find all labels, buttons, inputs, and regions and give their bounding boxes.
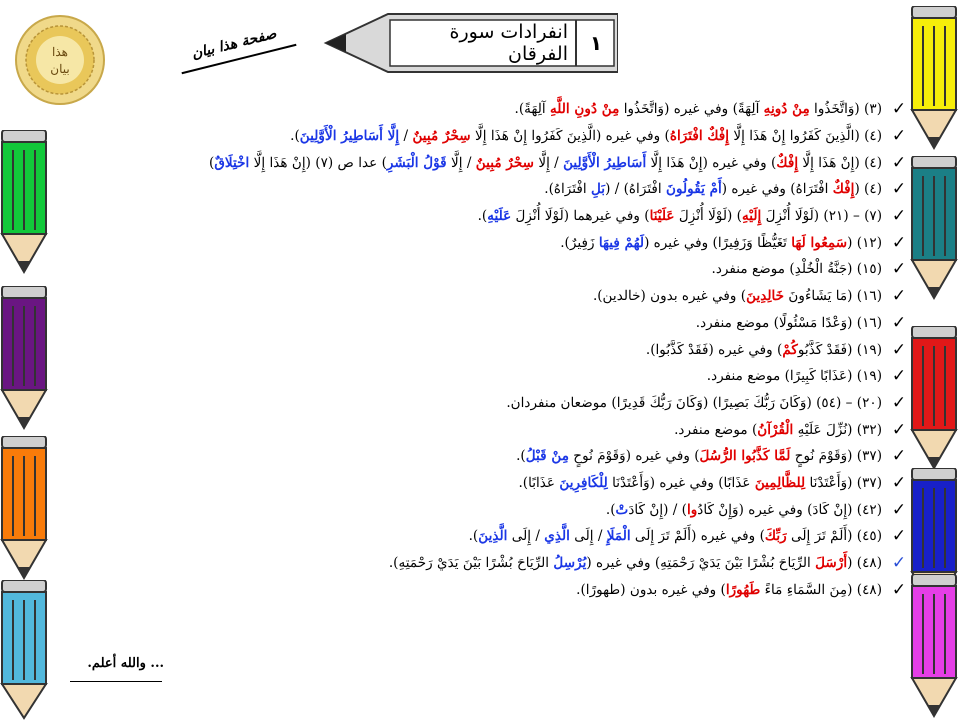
check-icon: ✓ — [891, 392, 907, 413]
highlight-red: عَلَيْنَا — [649, 208, 675, 225]
pencil-magenta — [910, 574, 958, 720]
text-segment: (٤) (إِنْ هَذَا إِلَّا — [798, 154, 882, 171]
text-segment: ) وفي غيره بدون (طهورًا). — [576, 581, 726, 598]
highlight-blue: يُرْسِلُ — [553, 555, 587, 572]
text-segment: (١٩) (فَقَدْ كَذَّبُو — [797, 341, 882, 358]
entries-list — [64, 96, 910, 603]
text-segment: (٢٠) – (٥٤) (وَكَانَ رَبُّكَ بَصِيرًا) (وَكَانَ رَبُّكَ قَدِيرًا) موضعان منفردان. — [506, 394, 882, 411]
pencil-green — [0, 130, 48, 276]
highlight-blue: تْ — [615, 501, 629, 518]
highlight-red: رَبِّكَ — [764, 528, 787, 545]
text-segment: (١٥) (جَنَّةُ الْخُلْدِ) موضع منفرد. — [711, 261, 882, 278]
pencil-purple — [0, 286, 48, 432]
text-segment: / — [399, 128, 413, 145]
text-segment: / إِلَى — [507, 528, 545, 545]
list-item — [64, 96, 910, 123]
entry-text — [515, 101, 888, 117]
list-item — [64, 550, 910, 577]
highlight-blue: بَلِ — [591, 181, 606, 198]
check-icon: ✓ — [891, 179, 907, 200]
text-segment: افْتَرَاهُ). — [544, 181, 591, 198]
text-segment: (٤٨) (مِنَ السَّمَاءِ مَاءً — [760, 581, 882, 598]
check-icon: ✓ — [891, 126, 907, 147]
text-segment: آلِهَةً) وفي غيره (وَاتَّخَذُوا — [619, 101, 764, 118]
list-item — [64, 470, 910, 497]
check-icon: ✓ — [891, 99, 907, 120]
entry-text — [544, 181, 888, 197]
text-segment: ). — [477, 208, 488, 225]
highlight-red: خَالِدِينَ — [746, 288, 785, 305]
text-segment: الرِّيَاحَ بُشْرًا بَيْنَ يَدَيْ رَحْمَتِهِ). — [388, 555, 554, 572]
entry-text — [389, 555, 888, 571]
entry-text — [696, 315, 888, 331]
closing-remark: ... والله أعلم. — [87, 656, 164, 671]
list-item — [64, 523, 910, 550]
text-segment: ) وفي غيره (وَقَوْمَ نُوحٍ — [568, 448, 700, 465]
page-number: ١ — [589, 31, 603, 55]
check-icon: ✓ — [891, 499, 907, 520]
entry-text — [518, 475, 888, 491]
entry-text — [290, 128, 888, 144]
entry-text — [560, 235, 888, 251]
list-item — [64, 229, 910, 256]
entry-text — [516, 448, 888, 464]
highlight-blue: لِلْكَافِرِينَ — [559, 474, 608, 491]
highlight-red: لَمَّا كَذَّبُوا الرُّسُلَ — [699, 448, 791, 465]
list-item — [64, 336, 910, 363]
text-segment: الرِّيَاحَ بُشْرًا بَيْنَ يَدَيْ رَحْمَتِهِ) وفي غيره ( — [586, 555, 816, 572]
text-segment: ) عدا ص (٧) (إِنْ هَذَا إِلَّا — [249, 154, 387, 171]
highlight-blue: عَلَيْهِ — [487, 208, 512, 225]
check-icon: ✓ — [891, 472, 907, 493]
highlight-red: إِفْكٌ — [776, 154, 799, 171]
pencil-yellow — [910, 6, 958, 152]
text-segment: تَغَيُّظًا وَزَفِيرًا) وفي غيره ( — [644, 234, 792, 251]
text-segment: (٣٢) (نُزِّلَ عَلَيْهِ — [793, 421, 882, 438]
highlight-red: مِنْ دُونِهِ — [763, 101, 810, 118]
highlight-blue: اخْتِلَاقٌ — [214, 154, 250, 171]
list-item — [64, 149, 910, 176]
highlight-red: سَمِعُوا لَهَا — [791, 234, 848, 251]
list-item — [64, 203, 910, 230]
check-icon: ✓ — [891, 312, 907, 333]
text-segment: / إِلَى — [569, 528, 607, 545]
check-icon: ✓ — [891, 419, 907, 440]
highlight-red: أَرْسَلَ — [815, 555, 848, 572]
text-segment: (٤) ( — [854, 181, 882, 198]
text-segment: زَفِيرٌ). — [560, 234, 599, 251]
entry-text — [469, 528, 888, 544]
list-item — [64, 390, 910, 417]
highlight-red: إِفْكٌ افْتَرَاهُ — [669, 128, 730, 145]
list-item — [64, 123, 910, 150]
entry-text — [646, 342, 888, 358]
pencil-orange — [0, 436, 48, 582]
highlight-blue: قَوْلُ الْبَشَرِ — [386, 154, 447, 171]
entry-text — [576, 582, 888, 598]
entry-text — [707, 368, 888, 384]
list-item — [64, 496, 910, 523]
text-segment: ) (لَوْلَا أُنْزِلَ — [674, 208, 742, 225]
text-segment: (٣) (وَاتَّخَذُوا — [809, 101, 882, 118]
highlight-red: إِلَيْهِ — [741, 208, 762, 225]
text-segment: ) وفي غيرهما (لَوْلَا أُنْزِلَ — [511, 208, 650, 225]
text-segment: / إِلَّا — [446, 154, 476, 171]
closing-underline — [70, 681, 162, 682]
text-segment: ) وفي غيره (إِنْ هَذَا إِلَّا — [646, 154, 777, 171]
entry-text — [606, 502, 888, 518]
text-segment: (٣٧) (وَقَوْمَ نُوحٍ — [790, 448, 882, 465]
highlight-blue: إِلَّا أَسَاطِيرُ الْأَوَّلِينَ — [299, 128, 400, 145]
list-item — [64, 443, 910, 470]
text-segment: (٣٧) (وَأَعْتَدْنَا — [805, 474, 882, 491]
text-segment: (١٦) (وَعْدًا مَسْئُولًا) موضع منفرد. — [695, 314, 882, 331]
text-segment: ). — [516, 448, 526, 465]
text-segment: عَذَابًا) وفي غيره (وَأَعْتَدْنَا — [607, 474, 755, 491]
text-segment: / إِلَّا — [534, 154, 564, 171]
highlight-blue: الْمَلَإِ — [606, 528, 631, 545]
check-icon: ✓ — [891, 259, 907, 280]
check-icon: ✓ — [891, 579, 907, 600]
text-segment: افْتَرَاهُ) / ( — [605, 181, 667, 198]
text-segment: ) وفي غيره بدون (خالدين). — [592, 288, 747, 305]
highlight-red: مِنْ دُونِ اللَّهِ — [549, 101, 620, 118]
text-segment: آلِهَةً). — [514, 101, 550, 118]
text-segment: ) وفي غيره (أَلَمْ تَرَ إِلَى — [630, 528, 765, 545]
highlight-red: طَهُورًا — [725, 581, 761, 598]
list-item — [64, 310, 910, 337]
check-icon: ✓ — [891, 206, 907, 227]
text-segment: (١٢) ( — [847, 234, 882, 251]
text-segment: عَذَابًا). — [518, 474, 560, 491]
entry-text — [478, 208, 888, 224]
highlight-red: سِحْرٌ مُبِينٌ — [475, 154, 534, 171]
text-segment: (٧) – (٢١) (لَوْلَا أُنْزِلَ — [761, 208, 882, 225]
entry-text — [712, 261, 888, 277]
list-item — [64, 576, 910, 603]
text-segment: ). — [605, 501, 616, 518]
highlight-red: سِحْرٌ مُبِينٌ — [412, 128, 471, 145]
highlight-blue: أَمْ يَقُولُونَ — [666, 181, 722, 198]
highlight-red: إِفْكٌ — [832, 181, 855, 198]
list-item — [64, 363, 910, 390]
check-icon: ✓ — [891, 366, 907, 387]
check-icon: ✓ — [891, 339, 907, 360]
pencil-red — [910, 326, 958, 472]
text-segment: (٤٥) (أَلَمْ تَرَ إِلَى — [786, 528, 882, 545]
list-item — [64, 176, 910, 203]
text-segment: (٤) (الَّذِينَ كَفَرُوا إِنْ هَذَا إِلَّا — [729, 128, 882, 145]
check-icon: ✓ — [891, 286, 907, 307]
page-tag: صفحة هذا بيان — [190, 25, 278, 63]
highlight-red: الْقُرْآنُ — [757, 421, 794, 438]
check-icon: ✓ — [891, 553, 907, 574]
text-segment: (١٩) (عَذَابًا كَبِيرًا) موضع منفرد. — [706, 368, 882, 385]
list-item — [64, 256, 910, 283]
text-segment: (٤٨) ( — [847, 555, 882, 572]
highlight-blue: أَسَاطِيرُ الْأَوَّلِينَ — [563, 154, 647, 171]
pencil-teal — [910, 156, 958, 302]
text-segment: ) — [209, 154, 215, 171]
highlight-red: وا — [686, 501, 698, 518]
check-icon: ✓ — [891, 526, 907, 547]
check-icon: ✓ — [891, 152, 907, 173]
text-segment: ) موضع منفرد. — [674, 421, 758, 438]
entry-text — [593, 288, 888, 304]
text-segment: ) / (إِنْ كَادَ — [628, 501, 687, 518]
check-icon: ✓ — [891, 232, 907, 253]
entry-text — [209, 155, 888, 171]
check-icon: ✓ — [891, 446, 907, 467]
highlight-blue: لَهُمْ فِيهَا — [598, 234, 645, 251]
text-segment: (١٦) (مَا يَشَاءُونَ — [784, 288, 882, 305]
page-title: انفرادات سورة الفرقان — [449, 21, 568, 65]
logo-text-bottom: بيان — [50, 62, 70, 76]
text-segment: ) وفي غيره (الَّذِينَ كَفَرُوا إِنْ هَذَا إِلَّا — [470, 128, 670, 145]
logo-seal — [14, 14, 106, 106]
highlight-blue: الَّذِي — [544, 528, 570, 545]
entry-text — [674, 422, 888, 438]
highlight-red: لِلظَّالِمِينَ — [754, 474, 806, 491]
highlight-blue: الَّذِينَ — [478, 528, 508, 545]
text-segment: ). — [290, 128, 300, 145]
list-item — [64, 416, 910, 443]
highlight-blue: مِنْ قَبْلُ — [525, 448, 569, 465]
pencil-lightblue — [0, 580, 48, 720]
logo-text-top: هذا — [52, 45, 68, 59]
text-segment: افْتَرَاهُ) وفي غيره ( — [721, 181, 833, 198]
text-segment: (٤٢) (إِنْ كَادَ) وفي غيره (وَإِنْ كَادُ — [697, 501, 882, 518]
text-segment: ). — [468, 528, 479, 545]
text-segment: ) وفي غيره (فَقَدْ كَذَّبُوا). — [645, 341, 783, 358]
list-item — [64, 283, 910, 310]
entry-text — [506, 395, 888, 411]
highlight-red: كُمْ — [782, 341, 798, 358]
